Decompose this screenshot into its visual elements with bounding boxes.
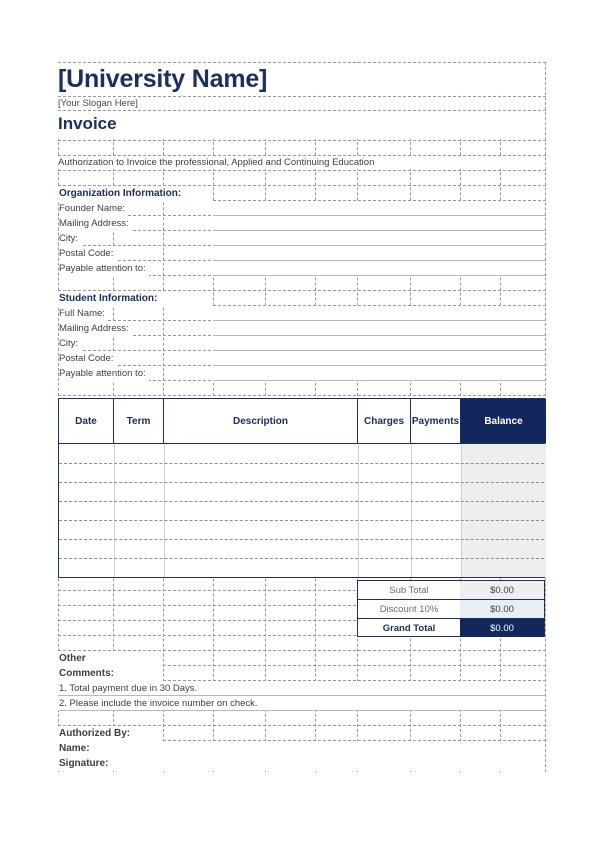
university-name-cell xyxy=(58,63,545,95)
comment-line-1: 1. Total payment due in 30 Days. xyxy=(58,681,545,696)
student-city-label: City: xyxy=(59,336,81,351)
org-city-input[interactable] xyxy=(213,231,545,246)
student-field-city xyxy=(58,336,545,351)
comments-heading-line1: Other xyxy=(59,653,86,664)
authorization-field-name xyxy=(58,741,545,756)
authorization-field-signature xyxy=(58,756,545,771)
student-full-name-label: Full Name: xyxy=(59,306,108,321)
invoice-sheet xyxy=(58,62,546,772)
student-postal-code-input[interactable] xyxy=(213,351,545,366)
student-mailing-address-label: Mailing Address: xyxy=(59,321,132,336)
student-payable-attention-input[interactable] xyxy=(213,366,545,381)
invoice-items-body xyxy=(59,443,544,577)
grand-total-value: $0.00 xyxy=(460,619,544,637)
slogan-cell xyxy=(58,97,545,110)
authorization-line-cell xyxy=(58,156,545,169)
table-row[interactable] xyxy=(59,558,544,559)
column-header-term: Term xyxy=(114,399,164,443)
org-postal-code-input[interactable] xyxy=(213,246,545,261)
org-payable-attention-input[interactable] xyxy=(213,261,545,276)
comment-line-2: 2. Please include the invoice number on check. xyxy=(58,696,545,711)
student-postal-code-label: Postal Code: xyxy=(59,351,116,366)
authorization-line: Authorization to Invoice the professional, Applied and Continuing Education xyxy=(58,157,375,168)
column-header-balance: Balance xyxy=(461,399,546,443)
org-mailing-address-label: Mailing Address: xyxy=(59,216,132,231)
comments-heading-line2: Comments: xyxy=(59,668,115,679)
totals-box xyxy=(357,580,545,637)
sub-total-label: Sub Total xyxy=(358,581,461,599)
student-full-name-input[interactable] xyxy=(213,306,545,321)
org-city-label: City: xyxy=(59,231,81,246)
comments-heading-cell xyxy=(58,651,162,681)
student-city-input[interactable] xyxy=(213,336,545,351)
student-heading-cell xyxy=(58,291,213,306)
student-field-full-name xyxy=(58,306,545,321)
column-header-payments: Payments xyxy=(411,399,461,443)
org-payable-attention-label: Payable attention to: xyxy=(59,261,149,276)
authorization-signature-label: Signature: xyxy=(58,756,111,771)
org-postal-code-label: Postal Code: xyxy=(59,246,116,261)
column-header-charges: Charges xyxy=(358,399,411,443)
table-row[interactable] xyxy=(59,463,544,464)
student-heading: Student Information: xyxy=(59,293,158,304)
total-row-grand-total xyxy=(358,619,544,637)
org-founder-name-input[interactable] xyxy=(213,201,545,216)
organization-heading: Organization Information: xyxy=(59,188,182,199)
student-field-payable-attention xyxy=(58,366,545,381)
authorization-signature-input[interactable] xyxy=(110,756,545,771)
student-field-mailing-address xyxy=(58,321,545,336)
authorization-name-input[interactable] xyxy=(110,741,545,756)
grand-total-label: Grand Total xyxy=(358,619,461,637)
sub-total-value: $0.00 xyxy=(460,581,544,599)
discount-label: Discount 10% xyxy=(358,600,461,618)
university-name: [University Name] xyxy=(58,65,268,93)
student-field-postal-code xyxy=(58,351,545,366)
invoice-title-cell xyxy=(58,111,545,139)
column-header-description: Description xyxy=(164,399,358,443)
authorized-by-heading: Authorized By: xyxy=(58,726,163,741)
total-row-sub-total xyxy=(358,581,544,599)
table-row[interactable] xyxy=(59,539,544,540)
student-mailing-address-input[interactable] xyxy=(213,321,545,336)
column-header-date: Date xyxy=(59,399,114,443)
total-row-discount xyxy=(358,600,544,618)
discount-value: $0.00 xyxy=(460,600,544,618)
invoice-items-table xyxy=(58,398,545,578)
organization-heading-cell xyxy=(58,186,213,201)
org-founder-name-label: Founder Name: xyxy=(59,201,128,216)
table-row[interactable] xyxy=(59,482,544,483)
invoice-title: Invoice xyxy=(58,114,117,133)
slogan-text: [Your Slogan Here] xyxy=(58,98,138,109)
org-field-founder-name xyxy=(58,201,545,216)
table-row[interactable] xyxy=(59,501,544,502)
org-field-city xyxy=(58,231,545,246)
org-field-mailing-address xyxy=(58,216,545,231)
table-row[interactable] xyxy=(59,520,544,521)
student-payable-attention-label: Payable attention to: xyxy=(59,366,149,381)
org-field-postal-code xyxy=(58,246,545,261)
org-field-payable-attention xyxy=(58,261,545,276)
org-mailing-address-input[interactable] xyxy=(213,216,545,231)
authorization-name-label: Name: xyxy=(58,741,111,756)
